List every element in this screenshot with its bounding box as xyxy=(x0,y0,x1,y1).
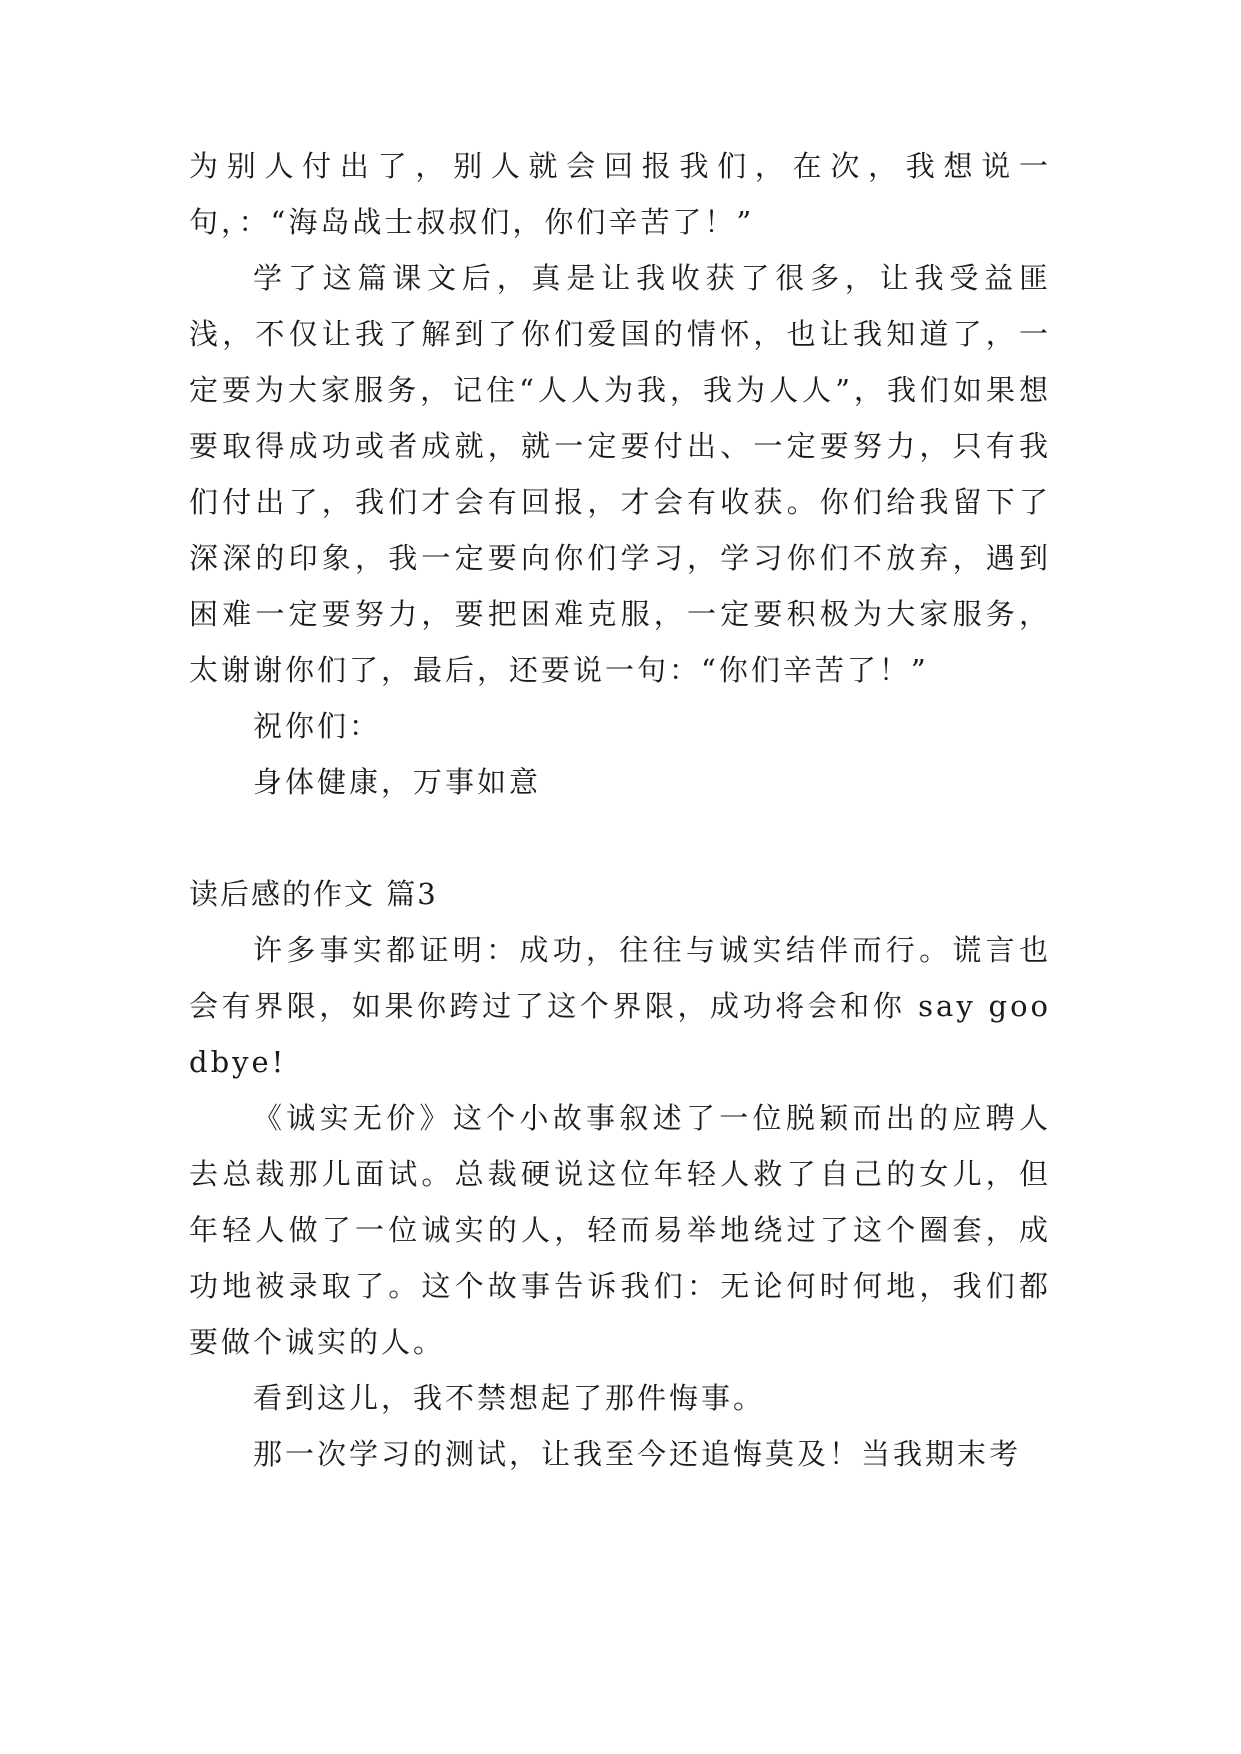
paragraph: 那一次学习的测试，让我至今还追悔莫及！当我期末考 xyxy=(253,1437,1022,1471)
section-title: 读后感的作文 篇3 xyxy=(189,877,438,911)
paragraph: 许多事实都证明：成功，往往与诚实结伴而行。谎言也会有界限，如果你跨过了这个界限，成功将会和你 say goodbye! xyxy=(189,933,1051,1079)
section-gap xyxy=(189,810,1051,866)
paragraph: 学了这篇课文后，真是让我收获了很多，让我受益匪浅，不仅让我了解到了你们爱国的情怀，也让我知道了，一定要为大家服务，记住“人人为我，我为人人”，我们如果想要取得成功或者成就，就一定要付出、一定要努力，只有我们付出了，我们才会有回报，才会有收获。你们给我留下了深深的印象，我一定要向你们学习，学习你们不放弃，遇到困难一定要努力，要把困难克服，一定要积极为大家服务，太谢谢你们了，最后，还要说一句：“你们辛苦了！” xyxy=(189,261,1051,687)
paragraph: 《诚实无价》这个小故事叙述了一位脱颖而出的应聘人去总裁那儿面试。总裁硬说这位年轻人救了自己的女儿，但年轻人做了一位诚实的人，轻而易举地绕过了这个圈套，成功地被录取了。这个故事告诉我们：无论何时何地，我们都要做个诚实的人。 xyxy=(189,1101,1051,1359)
paragraph-wishes: 身体健康，万事如意 xyxy=(253,765,542,799)
document-body xyxy=(189,138,1051,1482)
paragraph: 为别人付出了，别人就会回报我们，在次，我想说一句，：“海岛战士叔叔们，你们辛苦了！” xyxy=(189,149,1051,239)
paragraph: 看到这儿，我不禁想起了那件悔事。 xyxy=(253,1381,766,1415)
paragraph-salutation: 祝你们： xyxy=(253,709,382,743)
